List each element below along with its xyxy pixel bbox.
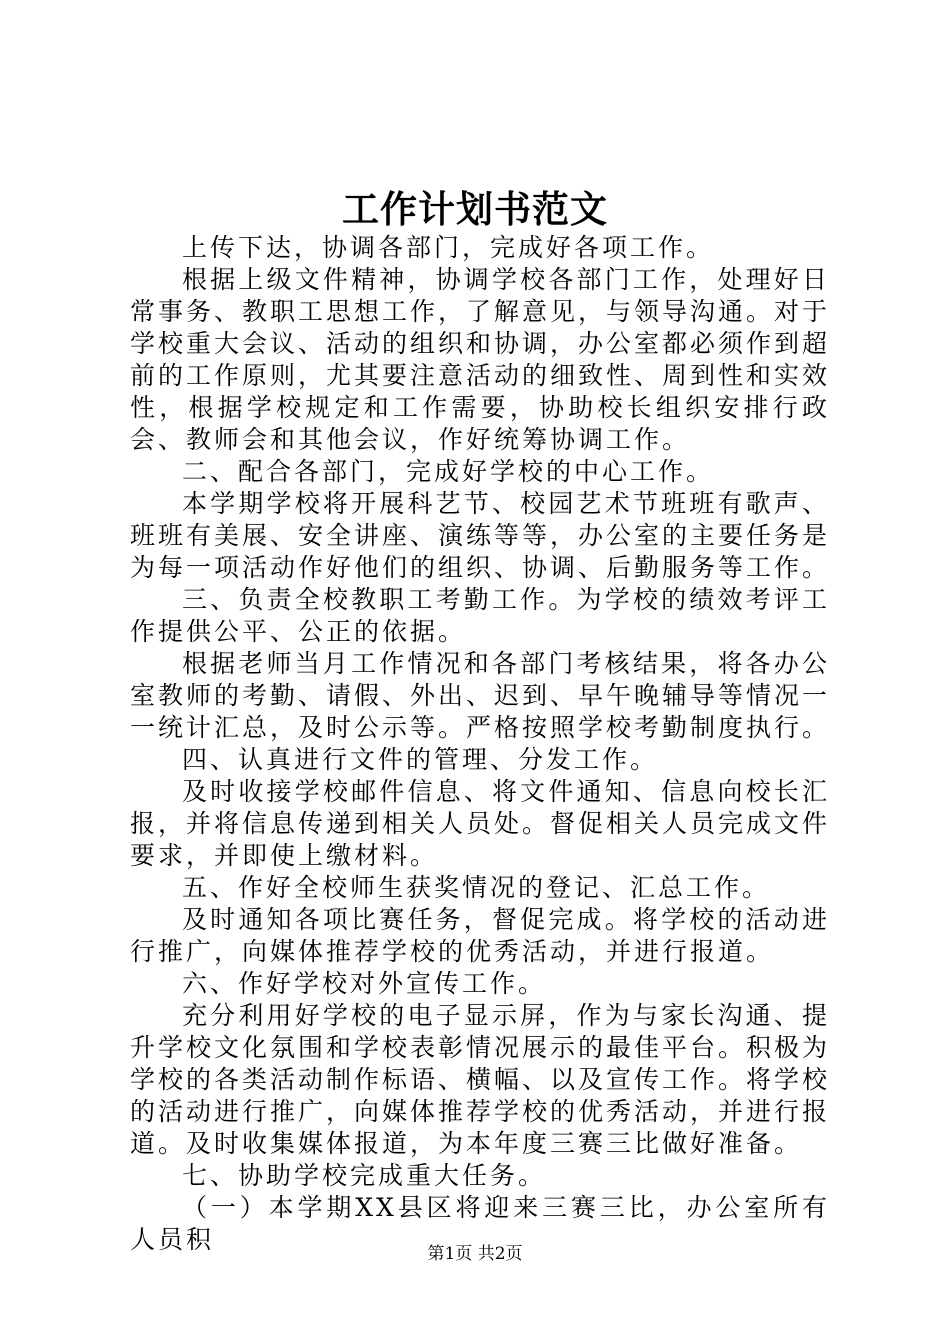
paragraph: 三、负责全校教职工考勤工作。为学校的绩效考评工作提供公平、公正的依据。 <box>130 585 830 646</box>
paragraph: 五、作好全校师生获奖情况的登记、汇总工作。 <box>182 873 771 902</box>
paragraph: （一）本学期XX县区将迎来三赛三比，办公室所有人员积 <box>130 1193 830 1254</box>
page-footer: 第1页 共2页 <box>427 1244 523 1264</box>
paragraph: 根据老师当月工作情况和各部门考核结果，将各办公室教师的考勤、请假、外出、迟到、早午晚辅导等情况一一统计汇总，及时公示等。严格按照学校考勤制度执行。 <box>130 649 831 742</box>
paragraph: 本学期学校将开展科艺节、校园艺术节班班有歌声、班班有美展、安全讲座、演练等等，办公室的主要任务是为每一项活动作好他们的组织、协调、后勤服务等工作。 <box>130 489 831 582</box>
paragraph: 根据上级文件精神，协调学校各部门工作，处理好日常事务、教职工思想工作，了解意见，与领导沟通。对于学校重大会议、活动的组织和协调，办公室都必须作到超前的工作原则，尤其要注意活动的细致性、周到性和实效性，根据学校规定和工作需要，协助校长组织安排行政会、教师会和其他会议，作好统筹协调工作。 <box>130 265 831 454</box>
paragraph: 四、认真进行文件的管理、分发工作。 <box>182 745 659 774</box>
paragraph: 上传下达，协调各部门，完成好各项工作。 <box>182 233 715 262</box>
paragraph: 七、协助学校完成重大任务。 <box>182 1161 547 1190</box>
paragraph: 及时通知各项比赛任务，督促完成。将学校的活动进行推广，向媒体推荐学校的优秀活动，并进行报道。 <box>130 905 830 966</box>
document-title: 工作计划书范文 <box>342 187 608 231</box>
paragraph: 充分利用好学校的电子显示屏，作为与家长沟通、提升学校文化氛围和学校表彰情况展示的最佳平台。积极为学校的各类活动制作标语、横幅、以及宣传工作。将学校的活动进行推广，向媒体推荐学校的优秀活动，并进行报道。及时收集媒体报道，为本年度三赛三比做好准备。 <box>130 1001 831 1158</box>
document-body <box>130 232 830 1256</box>
paragraph: 六、作好学校对外宣传工作。 <box>182 969 547 998</box>
paragraph: 二、配合各部门，完成好学校的中心工作。 <box>182 457 715 486</box>
paragraph: 及时收接学校邮件信息、将文件通知、信息向校长汇报，并将信息传递到相关人员处。督促相关人员完成文件要求，并即使上缴材料。 <box>130 777 831 870</box>
